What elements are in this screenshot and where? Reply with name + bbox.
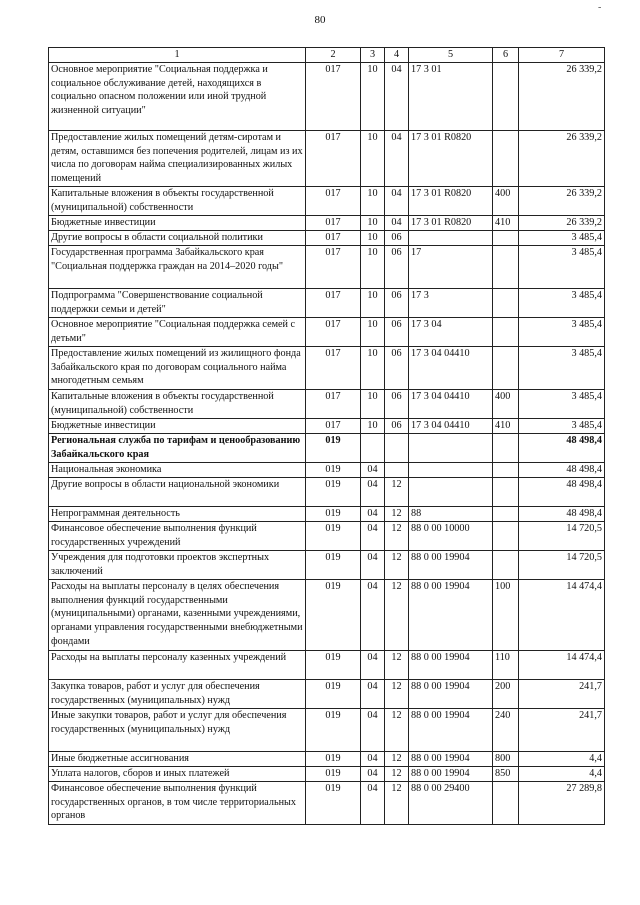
expense-type-cell: 410: [493, 215, 519, 230]
row-name-cell: Учреждения для подготовки проектов экспертных заключений: [49, 550, 306, 579]
amount-cell: 26 339,2: [519, 130, 605, 186]
amount-cell: 3 485,4: [519, 389, 605, 418]
section-code-cell: 10: [361, 186, 385, 215]
target-article-cell: 88 0 00 29400: [409, 781, 493, 824]
subsection-code-cell: 12: [385, 477, 409, 506]
target-article-cell: 88: [409, 506, 493, 521]
row-name-cell: Национальная экономика: [49, 462, 306, 477]
amount-cell: 48 498,4: [519, 462, 605, 477]
amount-cell: 26 339,2: [519, 62, 605, 130]
section-code-cell: 04: [361, 708, 385, 751]
header-cell-3: 3: [361, 48, 385, 63]
subsection-code-cell: [385, 433, 409, 462]
amount-cell: 3 485,4: [519, 418, 605, 433]
subsection-code-cell: 06: [385, 230, 409, 245]
row-name-cell: Финансовое обеспечение выполнения функций государственных органов, в том числе территориальных органов: [49, 781, 306, 824]
ministry-code-cell: 017: [306, 245, 361, 288]
table-row: [49, 550, 605, 579]
amount-cell: 3 485,4: [519, 230, 605, 245]
target-article-cell: [409, 433, 493, 462]
table-row: [49, 215, 605, 230]
row-name-cell: Расходы на выплаты персоналу в целях обеспечения выполнения функций государственными (муниципальными) органами, казенными учреждениями, органами управления государственными внебюджетными фондами: [49, 579, 306, 650]
table-row: [49, 346, 605, 389]
expense-type-cell: 850: [493, 766, 519, 781]
section-code-cell: 04: [361, 579, 385, 650]
target-article-cell: 88 0 00 19904: [409, 550, 493, 579]
target-article-cell: 88 0 00 19904: [409, 679, 493, 708]
ministry-code-cell: 017: [306, 186, 361, 215]
amount-cell: 241,7: [519, 708, 605, 751]
subsection-code-cell: [385, 462, 409, 477]
target-article-cell: 17 3 01 R0820: [409, 215, 493, 230]
section-code-cell: 04: [361, 521, 385, 550]
expense-type-cell: 400: [493, 186, 519, 215]
subsection-code-cell: 12: [385, 550, 409, 579]
expense-type-cell: [493, 550, 519, 579]
row-name-cell: Бюджетные инвестиции: [49, 215, 306, 230]
row-name-cell: Непрограммная деятельность: [49, 506, 306, 521]
ministry-code-cell: 019: [306, 433, 361, 462]
subsection-code-cell: 12: [385, 708, 409, 751]
table-row: [49, 317, 605, 346]
amount-cell: 3 485,4: [519, 346, 605, 389]
amount-cell: 48 498,4: [519, 477, 605, 506]
expense-type-cell: [493, 506, 519, 521]
amount-cell: 27 289,8: [519, 781, 605, 824]
section-code-cell: 10: [361, 62, 385, 130]
header-cell-2: 2: [306, 48, 361, 63]
expense-type-cell: [493, 521, 519, 550]
expense-type-cell: 100: [493, 579, 519, 650]
section-code-cell: [361, 433, 385, 462]
target-article-cell: 17: [409, 245, 493, 288]
table-row: [49, 433, 605, 462]
row-name-cell: Капитальные вложения в объекты государственной (муниципальной) собственности: [49, 186, 306, 215]
budget-table: [48, 47, 605, 825]
row-name-cell: Основное мероприятие "Социальная поддержка и социальное обслуживание детей, находящихся в социально опасном положении или иной трудной жизненной ситуации": [49, 62, 306, 130]
subsection-code-cell: 06: [385, 418, 409, 433]
ministry-code-cell: 019: [306, 751, 361, 766]
row-name-cell: Основное мероприятие "Социальная поддержка семей с детьми": [49, 317, 306, 346]
ministry-code-cell: 019: [306, 708, 361, 751]
row-name-cell: Иные бюджетные ассигнования: [49, 751, 306, 766]
target-article-cell: 88 0 00 19904: [409, 650, 493, 679]
ministry-code-cell: 017: [306, 130, 361, 186]
ministry-code-cell: 017: [306, 317, 361, 346]
subsection-code-cell: 12: [385, 579, 409, 650]
expense-type-cell: [493, 230, 519, 245]
table-row: [49, 288, 605, 317]
table-row: [49, 521, 605, 550]
row-name-cell: Региональная служба по тарифам и ценообразованию Забайкальского края: [49, 433, 306, 462]
ministry-code-cell: 017: [306, 288, 361, 317]
amount-cell: 48 498,4: [519, 433, 605, 462]
amount-cell: 3 485,4: [519, 288, 605, 317]
table-row: [49, 650, 605, 679]
table-row: [49, 230, 605, 245]
target-article-cell: 17 3 04 04410: [409, 346, 493, 389]
ministry-code-cell: 019: [306, 650, 361, 679]
corner-mark: -: [598, 2, 602, 13]
row-name-cell: Предоставление жилых помещений из жилищного фонда Забайкальского края по договорам социального найма многодетным семьям: [49, 346, 306, 389]
section-code-cell: 04: [361, 477, 385, 506]
expense-type-cell: 240: [493, 708, 519, 751]
amount-cell: 14 720,5: [519, 550, 605, 579]
amount-cell: 4,4: [519, 751, 605, 766]
row-name-cell: Закупка товаров, работ и услуг для обеспечения государственных (муниципальных) нужд: [49, 679, 306, 708]
table-row: [49, 62, 605, 130]
subsection-code-cell: 12: [385, 781, 409, 824]
row-name-cell: Государственная программа Забайкальского края "Социальная поддержка граждан на 2014–2020 годы": [49, 245, 306, 288]
ministry-code-cell: 017: [306, 418, 361, 433]
ministry-code-cell: 019: [306, 521, 361, 550]
subsection-code-cell: 06: [385, 288, 409, 317]
row-name-cell: Капитальные вложения в объекты государственной (муниципальной) собственности: [49, 389, 306, 418]
expense-type-cell: [493, 433, 519, 462]
table-row: [49, 579, 605, 650]
section-code-cell: 10: [361, 130, 385, 186]
expense-type-cell: [493, 245, 519, 288]
row-name-cell: Уплата налогов, сборов и иных платежей: [49, 766, 306, 781]
expense-type-cell: 110: [493, 650, 519, 679]
ministry-code-cell: 019: [306, 766, 361, 781]
subsection-code-cell: 04: [385, 130, 409, 186]
ministry-code-cell: 019: [306, 550, 361, 579]
amount-cell: 14 720,5: [519, 521, 605, 550]
header-cell-4: 4: [385, 48, 409, 63]
target-article-cell: 17 3 01 R0820: [409, 186, 493, 215]
ministry-code-cell: 017: [306, 62, 361, 130]
section-code-cell: 04: [361, 679, 385, 708]
target-article-cell: [409, 462, 493, 477]
header-cell-5: 5: [409, 48, 493, 63]
amount-cell: 4,4: [519, 766, 605, 781]
expense-type-cell: 800: [493, 751, 519, 766]
subsection-code-cell: 12: [385, 650, 409, 679]
table-row: [49, 462, 605, 477]
section-code-cell: 04: [361, 550, 385, 579]
section-code-cell: 04: [361, 766, 385, 781]
target-article-cell: 17 3 04: [409, 317, 493, 346]
expense-type-cell: 400: [493, 389, 519, 418]
subsection-code-cell: 04: [385, 186, 409, 215]
section-code-cell: 04: [361, 462, 385, 477]
amount-cell: 241,7: [519, 679, 605, 708]
amount-cell: 48 498,4: [519, 506, 605, 521]
target-article-cell: 88 0 00 19904: [409, 751, 493, 766]
expense-type-cell: [493, 62, 519, 130]
expense-type-cell: [493, 477, 519, 506]
subsection-code-cell: 12: [385, 521, 409, 550]
table-row: [49, 751, 605, 766]
table-row: [49, 418, 605, 433]
header-cell-7: 7: [519, 48, 605, 63]
ministry-code-cell: 019: [306, 579, 361, 650]
section-code-cell: 04: [361, 506, 385, 521]
target-article-cell: 88 0 00 19904: [409, 766, 493, 781]
table-row: [49, 245, 605, 288]
ministry-code-cell: 019: [306, 781, 361, 824]
table-header-row: [49, 48, 605, 63]
row-name-cell: Предоставление жилых помещений детям-сиротам и детям, оставшимся без попечения родителей, лицам из их числа по договорам найма специализированных жилых помещений: [49, 130, 306, 186]
target-article-cell: 17 3 01 R0820: [409, 130, 493, 186]
subsection-code-cell: 04: [385, 62, 409, 130]
section-code-cell: 10: [361, 288, 385, 317]
subsection-code-cell: 06: [385, 389, 409, 418]
section-code-cell: 10: [361, 215, 385, 230]
target-article-cell: [409, 477, 493, 506]
expense-type-cell: [493, 288, 519, 317]
section-code-cell: 10: [361, 317, 385, 346]
expense-type-cell: [493, 346, 519, 389]
header-cell-6: 6: [493, 48, 519, 63]
expense-type-cell: 410: [493, 418, 519, 433]
expense-type-cell: [493, 317, 519, 346]
row-name-cell: Бюджетные инвестиции: [49, 418, 306, 433]
subsection-code-cell: 12: [385, 766, 409, 781]
target-article-cell: [409, 230, 493, 245]
expense-type-cell: [493, 130, 519, 186]
section-code-cell: 10: [361, 230, 385, 245]
header-cell-1: 1: [49, 48, 306, 63]
section-code-cell: 10: [361, 418, 385, 433]
target-article-cell: 88 0 00 19904: [409, 708, 493, 751]
subsection-code-cell: 12: [385, 506, 409, 521]
amount-cell: 26 339,2: [519, 215, 605, 230]
target-article-cell: 17 3 04 04410: [409, 389, 493, 418]
target-article-cell: 17 3 01: [409, 62, 493, 130]
table-row: [49, 679, 605, 708]
ministry-code-cell: 017: [306, 230, 361, 245]
table-row: [49, 766, 605, 781]
target-article-cell: 88 0 00 10000: [409, 521, 493, 550]
row-name-cell: Другие вопросы в области социальной политики: [49, 230, 306, 245]
table-row: [49, 186, 605, 215]
table-row: [49, 477, 605, 506]
ministry-code-cell: 017: [306, 346, 361, 389]
ministry-code-cell: 019: [306, 462, 361, 477]
row-name-cell: Расходы на выплаты персоналу казенных учреждений: [49, 650, 306, 679]
section-code-cell: 04: [361, 751, 385, 766]
subsection-code-cell: 12: [385, 679, 409, 708]
subsection-code-cell: 06: [385, 245, 409, 288]
table-row: [49, 389, 605, 418]
ministry-code-cell: 017: [306, 215, 361, 230]
amount-cell: 3 485,4: [519, 245, 605, 288]
section-code-cell: 04: [361, 781, 385, 824]
amount-cell: 14 474,4: [519, 579, 605, 650]
subsection-code-cell: 06: [385, 317, 409, 346]
table-row: [49, 506, 605, 521]
ministry-code-cell: 019: [306, 477, 361, 506]
ministry-code-cell: 019: [306, 679, 361, 708]
table-row: [49, 781, 605, 824]
row-name-cell: Подпрограмма "Совершенствование социальной поддержки семьи и детей": [49, 288, 306, 317]
subsection-code-cell: 04: [385, 215, 409, 230]
section-code-cell: 10: [361, 245, 385, 288]
target-article-cell: 88 0 00 19904: [409, 579, 493, 650]
target-article-cell: 17 3: [409, 288, 493, 317]
expense-type-cell: [493, 462, 519, 477]
amount-cell: 3 485,4: [519, 317, 605, 346]
table-row: [49, 130, 605, 186]
section-code-cell: 10: [361, 346, 385, 389]
subsection-code-cell: 06: [385, 346, 409, 389]
row-name-cell: Иные закупки товаров, работ и услуг для обеспечения государственных (муниципальных) нужд: [49, 708, 306, 751]
expense-type-cell: 200: [493, 679, 519, 708]
table-row: [49, 708, 605, 751]
section-code-cell: 10: [361, 389, 385, 418]
page-number: 80: [314, 14, 326, 26]
ministry-code-cell: 017: [306, 389, 361, 418]
row-name-cell: Другие вопросы в области национальной экономики: [49, 477, 306, 506]
row-name-cell: Финансовое обеспечение выполнения функций государственных учреждений: [49, 521, 306, 550]
amount-cell: 14 474,4: [519, 650, 605, 679]
subsection-code-cell: 12: [385, 751, 409, 766]
section-code-cell: 04: [361, 650, 385, 679]
target-article-cell: 17 3 04 04410: [409, 418, 493, 433]
amount-cell: 26 339,2: [519, 186, 605, 215]
expense-type-cell: [493, 781, 519, 824]
ministry-code-cell: 019: [306, 506, 361, 521]
